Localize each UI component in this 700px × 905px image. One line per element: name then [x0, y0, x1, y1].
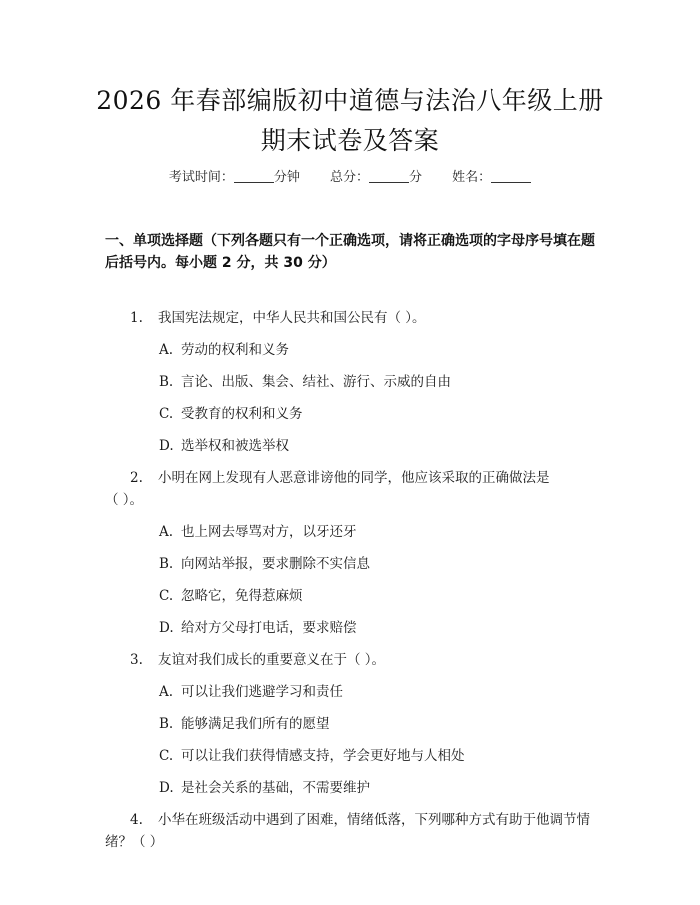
option-text: 可以让我们获得情感支持，学会更好地与人相处: [181, 748, 465, 764]
question-2-option-c: [159, 586, 303, 606]
option-letter: A.: [159, 342, 174, 358]
option-text: 选举权和被选举权: [181, 438, 289, 454]
student-name-blank: [491, 170, 531, 183]
exam-time-blank: [234, 170, 274, 183]
question-3-option-c: [159, 746, 465, 766]
question-number: 4.: [130, 812, 143, 828]
student-name-label: 姓名：: [452, 170, 492, 185]
question-number: 3.: [130, 652, 143, 668]
total-score-field: [330, 170, 422, 185]
option-text: 受教育的权利和义务: [181, 406, 303, 422]
question-3-option-d: [159, 778, 370, 798]
question-text: 我国宪法规定，中华人民共和国公民有（ ）。: [158, 310, 426, 326]
option-letter: B.: [159, 716, 174, 732]
question-text: 友谊对我们成长的重要意义在于（ ）。: [158, 652, 386, 668]
option-text: 可以让我们逃避学习和责任: [181, 684, 343, 700]
option-text: 也上网去辱骂对方，以牙还牙: [181, 524, 357, 540]
option-letter: D.: [159, 620, 174, 636]
total-score-blank: [369, 170, 409, 183]
total-score-unit: 分: [409, 170, 423, 185]
option-text: 言论、出版、集会、结社、游行、示威的自由: [181, 374, 451, 390]
option-text: 向网站举报，要求删除不实信息: [181, 556, 370, 572]
option-text: 能够满足我们所有的愿望: [181, 716, 330, 732]
question-2-option-a: [159, 522, 357, 542]
question-3-option-b: [159, 714, 330, 734]
question-1-option-d: [159, 436, 289, 456]
question-2: [130, 468, 550, 488]
section-heading: [105, 230, 595, 274]
question-3-option-a: [159, 682, 343, 702]
exam-meta-row: [0, 169, 700, 187]
question-2-text-continued: （ ）。: [105, 492, 144, 508]
exam-time-field: [169, 170, 300, 185]
question-1-option-c: [159, 404, 303, 424]
option-letter: D.: [159, 438, 174, 454]
option-letter: D.: [159, 780, 174, 796]
question-4-text-continued: 绪？（ ）: [105, 834, 164, 850]
question-4: [130, 810, 590, 830]
question-3: [130, 650, 385, 670]
option-letter: B.: [159, 374, 174, 390]
question-text: 小华在班级活动中遇到了困难，情绪低落，下列哪种方式有助于他调节情: [158, 812, 590, 828]
exam-time-unit: 分钟: [273, 170, 300, 185]
question-1: [130, 308, 426, 328]
option-letter: A.: [159, 524, 174, 540]
option-text: 忽略它，免得惹麻烦: [181, 588, 303, 604]
question-2-option-d: [159, 618, 357, 638]
exam-title-line1: 2026 年春部编版初中道德与法治八年级上册: [96, 86, 604, 115]
question-2-option-b: [159, 554, 370, 574]
exam-time-label: 考试时间：: [168, 170, 234, 185]
student-name-field: [452, 170, 531, 185]
total-score-label: 总分：: [329, 170, 369, 185]
section-heading-line1: 一、单项选择题（下列各题只有一个正确选项，请将正确选项的字母序号填在题: [105, 233, 595, 249]
question-number: 2.: [130, 470, 143, 486]
option-text: 给对方父母打电话，要求赔偿: [181, 620, 357, 636]
exam-title-line2: 期末试卷及答案: [260, 126, 440, 155]
option-letter: C.: [159, 588, 174, 604]
question-1-option-b: [159, 372, 451, 392]
option-text: 是社会关系的基础，不需要维护: [181, 780, 370, 796]
option-letter: C.: [159, 406, 174, 422]
question-text: 小明在网上发现有人恶意诽谤他的同学，他应该采取的正确做法是: [158, 470, 550, 486]
option-text: 劳动的权利和义务: [181, 342, 289, 358]
option-letter: C.: [159, 748, 174, 764]
section-heading-line2: 后括号内。每小题 2 分，共 30 分）: [105, 255, 336, 271]
option-letter: A.: [159, 684, 174, 700]
question-number: 1.: [130, 310, 143, 326]
option-letter: B.: [159, 556, 174, 572]
question-1-option-a: [159, 340, 289, 360]
